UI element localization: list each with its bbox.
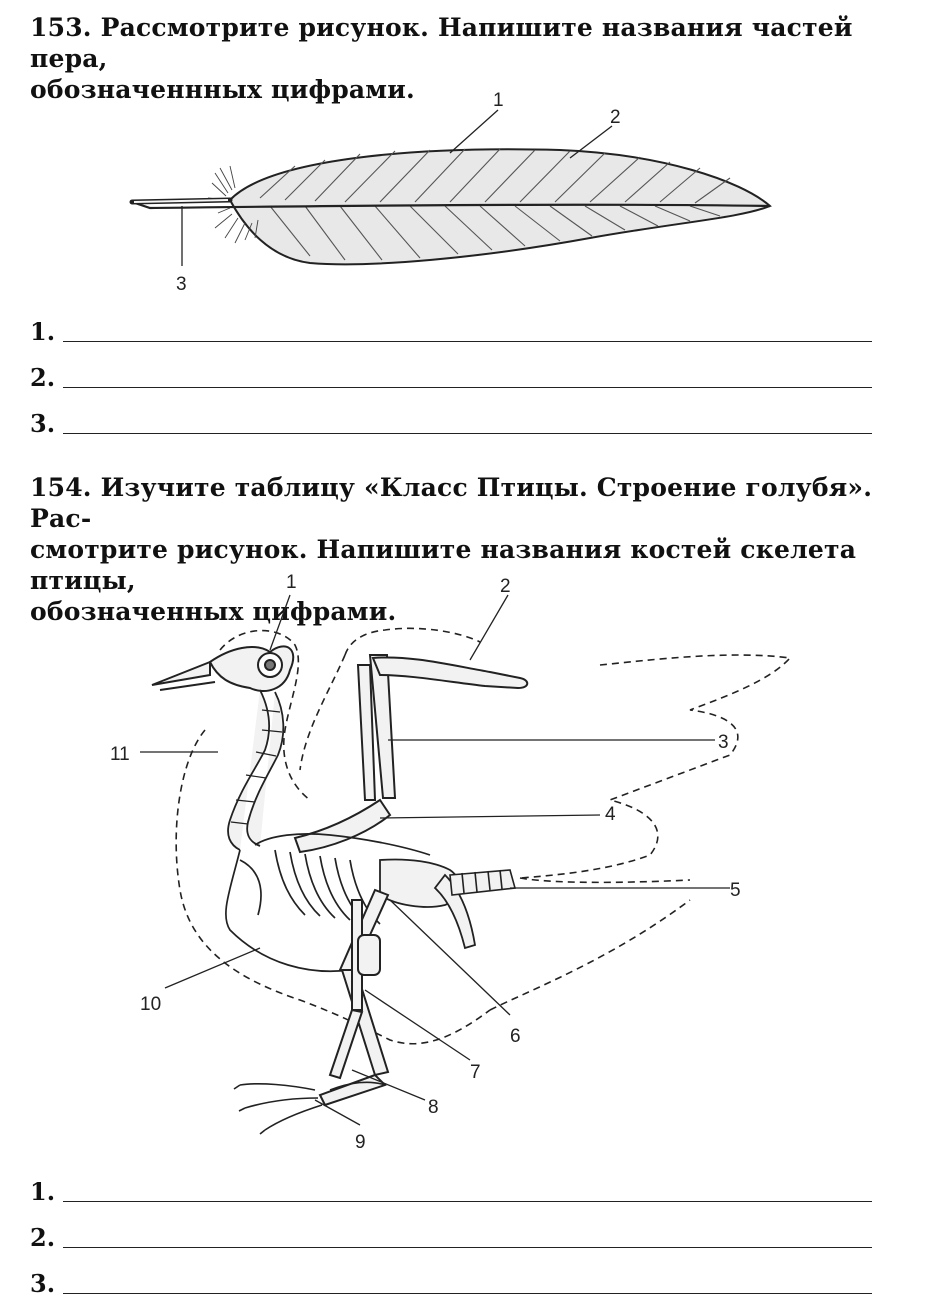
answer-number: 3. xyxy=(30,1269,56,1298)
answer-154-3[interactable] xyxy=(30,1270,872,1300)
feather-figure xyxy=(120,88,790,298)
feather-label-2: 2 xyxy=(610,107,621,128)
task-153-text-1: Рассмотрите рисунок. Напишите названия частей пера, xyxy=(30,13,853,73)
skeleton-label-3: 3 xyxy=(718,732,729,753)
answer-line[interactable] xyxy=(63,1247,872,1248)
feather-label-1: 1 xyxy=(493,90,504,111)
answer-154-2[interactable] xyxy=(30,1224,872,1254)
answer-154-1[interactable] xyxy=(30,1178,872,1208)
skeleton-label-8: 8 xyxy=(428,1097,439,1118)
answer-153-1[interactable] xyxy=(30,318,872,348)
skull xyxy=(152,646,293,691)
answer-number: 1. xyxy=(30,1177,56,1206)
skeleton-label-4: 4 xyxy=(605,804,616,825)
task-153-number: 153. xyxy=(30,13,92,42)
wing-bones xyxy=(295,655,527,852)
task-154-line1 xyxy=(30,472,890,534)
answer-number: 2. xyxy=(30,1223,56,1252)
pigeon-skeleton-figure xyxy=(90,570,810,1160)
skeleton-label-2: 2 xyxy=(500,576,511,597)
skeleton-label-6: 6 xyxy=(510,1026,521,1047)
task-153-line2: обозначеннных цифрами. xyxy=(30,75,415,104)
answer-line[interactable] xyxy=(63,433,872,434)
neck-vertebrae xyxy=(228,690,283,850)
leader-1 xyxy=(450,110,498,153)
skeleton-label-11: 11 xyxy=(110,744,130,765)
skeleton-label-1: 1 xyxy=(286,572,297,593)
task-154-line3: обозначенных цифрами. xyxy=(30,597,397,626)
answer-line[interactable] xyxy=(63,1201,872,1202)
skeleton-label-7: 7 xyxy=(470,1062,481,1083)
answer-153-2[interactable] xyxy=(30,364,872,394)
answer-line[interactable] xyxy=(63,1293,872,1294)
task-154-line2: смотрите рисунок. Напишите названия костей скелета птицы, xyxy=(30,535,857,595)
tail-vertebrae xyxy=(450,870,515,895)
feather-label-3: 3 xyxy=(176,274,187,295)
answer-number: 3. xyxy=(30,409,56,438)
task-154-text-1: Изучите таблицу «Класс Птицы. Строение голубя». Рас- xyxy=(30,473,873,533)
skeleton-label-9: 9 xyxy=(355,1132,366,1153)
task-154-number: 154. xyxy=(30,473,92,502)
skeleton-label-5: 5 xyxy=(730,880,741,901)
skeleton-label-10: 10 xyxy=(140,994,162,1015)
answer-number: 2. xyxy=(30,363,56,392)
answer-number: 1. xyxy=(30,317,56,346)
task-153-line1 xyxy=(30,12,890,74)
answer-line[interactable] xyxy=(63,387,872,388)
answer-153-3[interactable] xyxy=(30,410,872,440)
answer-line[interactable] xyxy=(63,341,872,342)
